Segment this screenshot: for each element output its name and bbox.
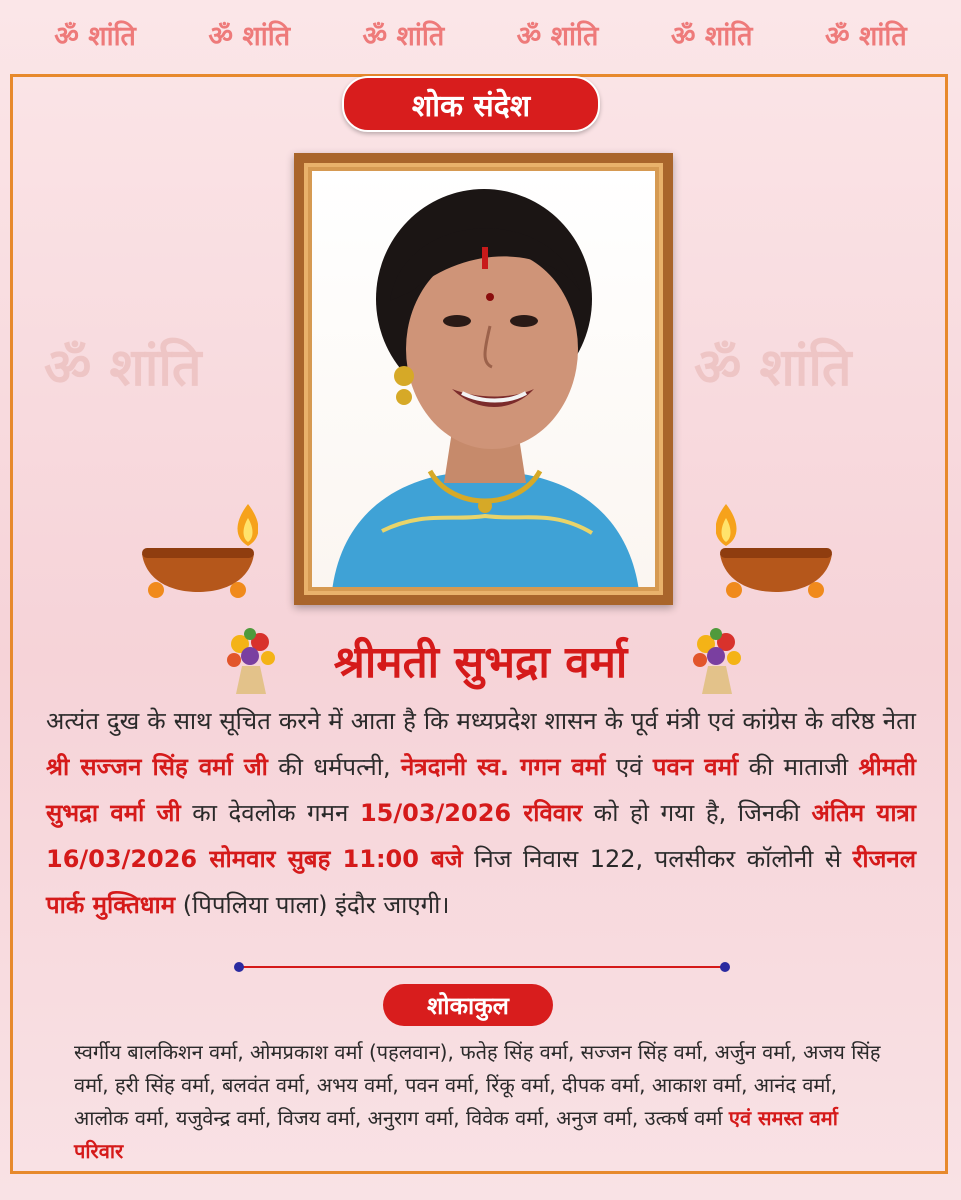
- mourners-list: [74, 1036, 894, 1168]
- message-text: निज निवास 122, पलसीकर कॉलोनी से: [462, 845, 853, 873]
- om-shanti-text: ॐ शांति: [516, 20, 599, 52]
- message-text: को हो गया है, जिनकी: [582, 799, 812, 827]
- message-text: (पिपलिया पाला) इंदौर जाएगी।: [175, 891, 450, 919]
- message-text: एवं: [605, 753, 653, 781]
- page-title: शोक संदेश: [342, 76, 600, 132]
- diya-lamp-icon: [138, 496, 258, 600]
- om-shanti-row: [0, 14, 961, 54]
- message-text: की माताजी: [738, 753, 859, 781]
- message-highlight: नेत्रदानी स्व. गगन वर्मा: [401, 753, 606, 781]
- watermark-right: ॐ शांति: [694, 338, 852, 398]
- message-highlight: श्री सज्जन सिंह वर्मा जी: [46, 753, 268, 781]
- mourners-names: स्वर्गीय बालकिशन वर्मा, ओमप्रकाश वर्मा (पहलवान), फतेह सिंह वर्मा, सज्जन सिंह वर्मा, अर्जुन वर्मा, अजय सिंह वर्मा, हरी सिंह वर्मा, बलवंत वर्मा, अभय वर्मा, पवन वर्मा, रिंकू वर्मा, दीपक वर्मा, आकाश वर्मा, आनंद वर्मा, आलोक वर्मा, यजुवेन्द्र वर्मा, विजय वर्मा, अनुराग वर्मा, विवेक वर्मा, अनुज वर्मा, उत्कर्ष वर्मा: [74, 1040, 881, 1130]
- mourners-family: एवं समस्त वर्मा परिवार: [74, 1106, 838, 1163]
- om-shanti-text: ॐ शांति: [362, 20, 445, 52]
- message-highlight: पवन वर्मा: [652, 753, 739, 781]
- divider: [234, 962, 730, 972]
- diya-lamp-icon: [716, 496, 836, 600]
- om-shanti-text: ॐ शांति: [54, 20, 136, 52]
- message-highlight: श्रीमती सुभद्रा वर्मा जी: [46, 753, 916, 827]
- portrait-illustration: [312, 171, 655, 587]
- message-highlight: 15/03/2026 रविवार: [359, 799, 583, 827]
- watermark-left: ॐ शांति: [44, 338, 202, 398]
- om-shanti-text: ॐ शांति: [208, 20, 291, 52]
- condolence-message: [46, 698, 916, 928]
- message-highlight: रीजनल पार्क मुक्तिधाम: [46, 845, 916, 919]
- message-text: का देवलोक गमन: [180, 799, 360, 827]
- photo-frame: [294, 153, 673, 605]
- mourners-title: शोकाकुल: [383, 984, 553, 1026]
- om-shanti-text: ॐ शांति: [824, 20, 907, 52]
- deceased-name: श्रीमती सुभद्रा वर्मा: [333, 637, 628, 688]
- om-shanti-text: ॐ शांति: [670, 20, 753, 52]
- portrait-photo: [312, 171, 655, 587]
- message-text: की धर्मपत्नी,: [267, 753, 401, 781]
- message-text: अत्यंत दुख के साथ सूचित करने में आता है कि मध्यप्रदेश शासन के पूर्व मंत्री एवं कांग्रेस के वरिष्ठ नेता: [46, 707, 916, 735]
- message-highlight: अंतिम यात्रा 16/03/2026 सोमवार सुबह 11:00 बजे: [46, 799, 917, 873]
